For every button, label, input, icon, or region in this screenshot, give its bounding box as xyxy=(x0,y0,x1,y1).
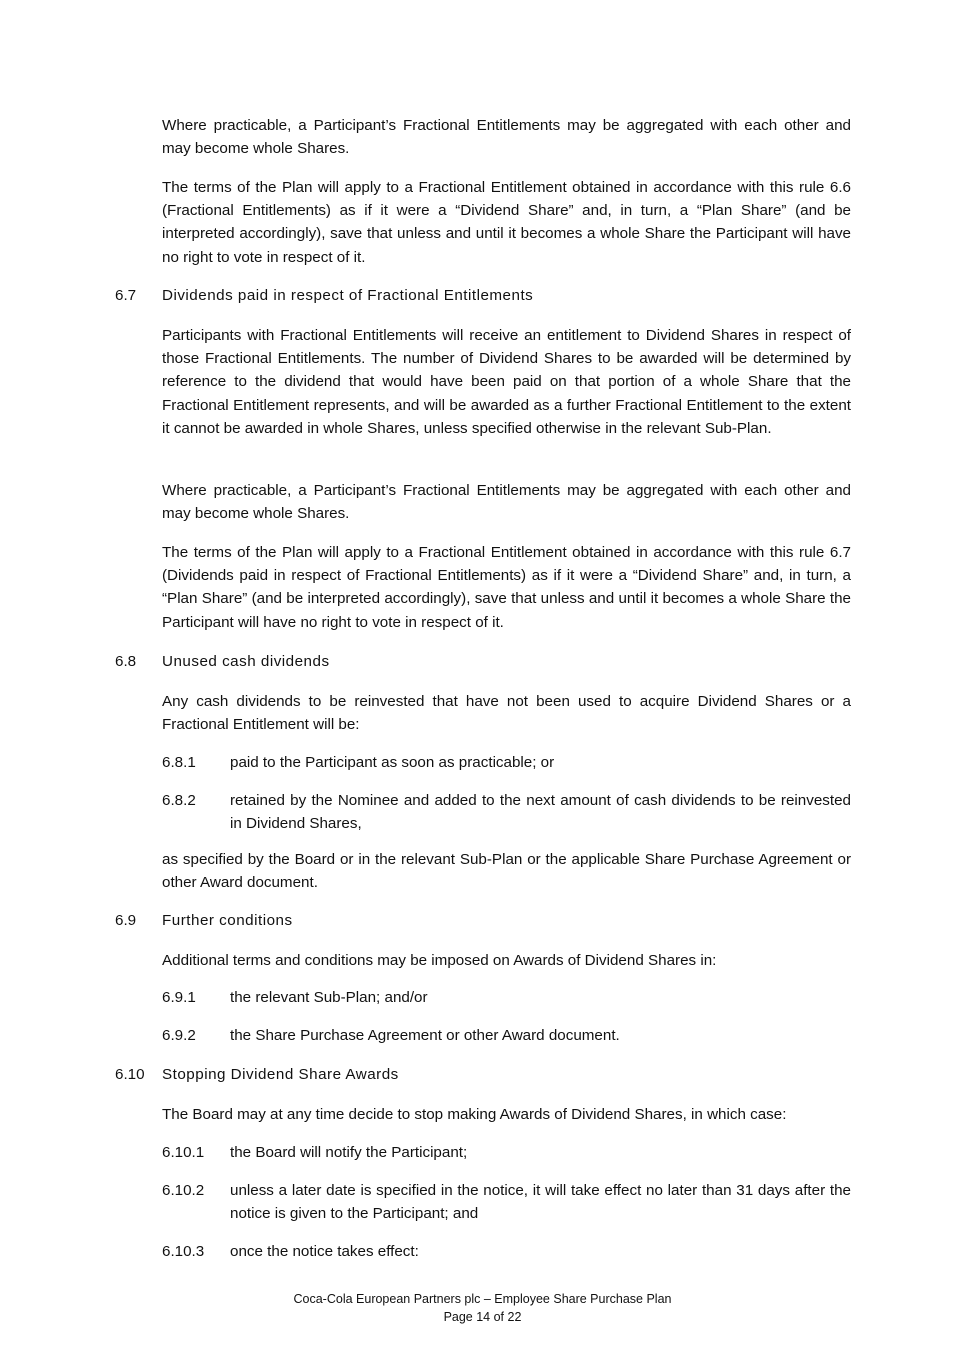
list-item-6-8-2 xyxy=(162,789,851,837)
list-item-6-10-2 xyxy=(162,1179,851,1227)
list-item-6-10-1 xyxy=(162,1141,851,1165)
item-number: 6.10.2 xyxy=(162,1182,205,1199)
heading-title: Further conditions xyxy=(162,912,293,929)
paragraph-fractional-aggregation: Where practicable, a Participant’s Fractional Entitlements may be aggregated with each other and may become whole Shares. xyxy=(162,117,851,158)
heading-title: Stopping Dividend Share Awards xyxy=(162,1066,399,1083)
item-text: once the notice takes effect: xyxy=(230,1243,419,1260)
heading-number: 6.8 xyxy=(115,653,137,670)
item-text: the Board will notify the Participant; xyxy=(230,1144,468,1161)
item-number: 6.9.1 xyxy=(162,989,196,1006)
paragraph-additional-terms: Additional terms and conditions may be imposed on Awards of Dividend Shares in: xyxy=(162,952,717,969)
heading-6-8 xyxy=(115,652,330,672)
item-number: 6.10.1 xyxy=(162,1144,205,1161)
paragraph-stopping-awards: The Board may at any time decide to stop making Awards of Dividend Shares, in which case: xyxy=(162,1106,787,1123)
paragraph-plan-terms-6-6: The terms of the Plan will apply to a Fractional Entitlement obtained in accordance with this rule 6.6 (Fractional Entitlements) as if it were a “Dividend Share” and, in turn, a “Plan Share” (and be interpreted accordingly), save that unless and until it becomes a whole Share the Participant will have no right to vote in respect of it. xyxy=(162,179,851,266)
item-number: 6.9.2 xyxy=(162,1027,196,1044)
paragraph-unused-cash: Any cash dividends to be reinvested that have not been used to acquire Dividend Shares or a Fractional Entitlement will be: xyxy=(162,693,851,734)
paragraph-as-specified: as specified by the Board or in the relevant Sub-Plan or the applicable Share Purchase Agreement or other Award document. xyxy=(162,851,851,892)
heading-6-9 xyxy=(115,911,293,931)
item-number: 6.10.3 xyxy=(162,1243,205,1260)
paragraph-fractional-dividends: Participants with Fractional Entitlements will receive an entitlement to Dividend Shares in respect of those Fractional Entitlements. The number of Dividend Shares to be awarded will be determined by reference to the dividend that would have been paid on that portion of a whole Share that the Fractional Entitlement represents, and will be awarded as a further Fractional Entitlement to the extent it cannot be awarded in whole Shares, unless specified otherwise in the relevant Sub-Plan. xyxy=(162,327,851,437)
list-item-6-8-1 xyxy=(162,751,851,775)
heading-6-10 xyxy=(115,1065,399,1085)
heading-6-7 xyxy=(115,286,533,306)
heading-title: Dividends paid in respect of Fractional Entitlements xyxy=(162,287,534,304)
list-item-6-9-2 xyxy=(162,1024,851,1048)
footer-page-number: Page 14 of 22 xyxy=(443,1310,522,1324)
heading-number: 6.9 xyxy=(115,912,137,929)
item-number: 6.8.1 xyxy=(162,754,196,771)
paragraph-fractional-aggregation-2: Where practicable, a Participant’s Fractional Entitlements may be aggregated with each other and may become whole Shares. xyxy=(162,482,851,523)
item-text: the Share Purchase Agreement or other Award document. xyxy=(230,1027,620,1044)
list-item-6-10-3 xyxy=(162,1240,851,1264)
item-number: 6.8.2 xyxy=(162,792,196,809)
footer-title: Coca-Cola European Partners plc – Employee Share Purchase Plan xyxy=(293,1292,672,1306)
list-item-6-9-1 xyxy=(162,986,851,1010)
item-text: unless a later date is specified in the notice, it will take effect no later than 31 days after the notice is given to the Participant; and xyxy=(230,1182,851,1223)
item-text: paid to the Participant as soon as practicable; or xyxy=(230,754,555,771)
paragraph-plan-terms-6-7: The terms of the Plan will apply to a Fractional Entitlement obtained in accordance with this rule 6.7 (Dividends paid in respect of Fractional Entitlements) as if it were a “Dividend Share” and, in turn, a “Plan Share” (and be interpreted accordingly), save that unless and until it becomes a whole Share the Participant will have no right to vote in respect of it. xyxy=(162,544,851,631)
item-text: the relevant Sub-Plan; and/or xyxy=(230,989,428,1006)
heading-number: 6.7 xyxy=(115,287,137,304)
heading-title: Unused cash dividends xyxy=(162,653,330,670)
item-text: retained by the Nominee and added to the next amount of cash dividends to be reinvested in Dividend Shares, xyxy=(230,792,851,833)
heading-number: 6.10 xyxy=(115,1066,145,1083)
